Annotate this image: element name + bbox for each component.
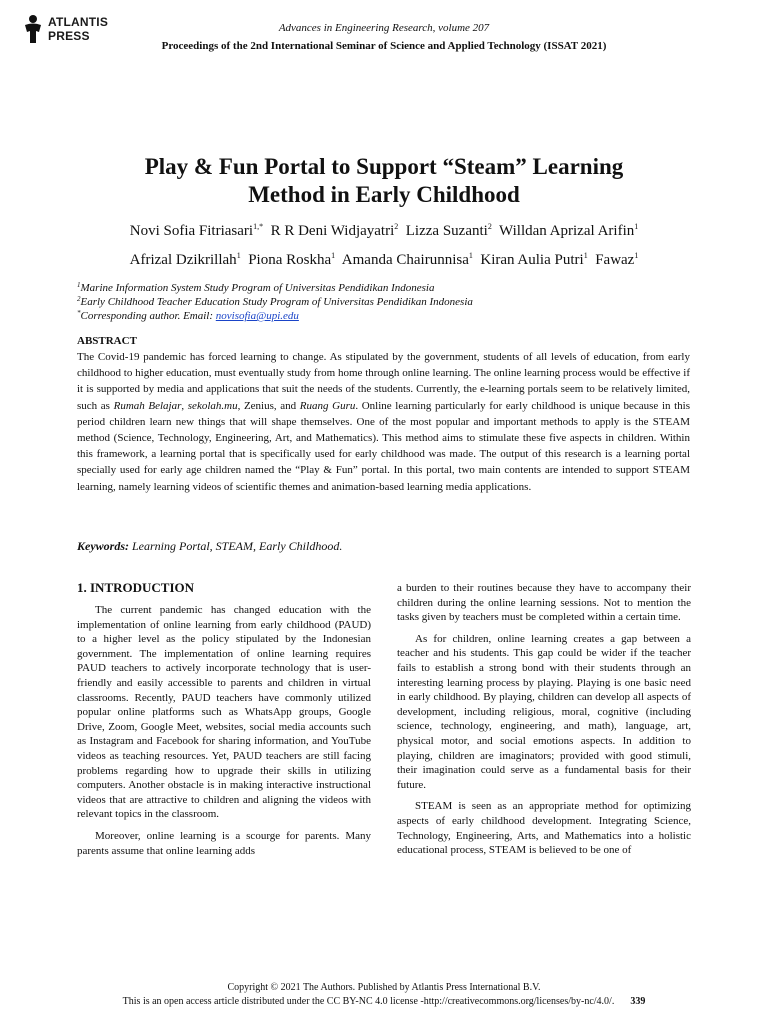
paragraph: Moreover, online learning is a scourge for parents. Many parents assume that online learning adds — [77, 829, 371, 857]
keywords-label: Keywords: — [77, 539, 129, 553]
authors-row-1 — [60, 218, 708, 240]
author: Lizza Suzanti$^2$ — [405, 222, 492, 239]
proceedings-header: Proceedings of the 2nd International Seminar of Science and Applied Technology (ISSAT 2021) — [161, 40, 607, 52]
paragraph: STEAM is seen as an appropriate method for optimizing aspects of early childhood development. Integrating Science, Technology, Engineering, Arts, and Mathematics into a holistic educational process, STEAM is believed to be one of — [397, 800, 691, 857]
publisher-name-line1: ATLANTIS — [48, 15, 109, 29]
affiliation-2: $^2$Early Childhood Teacher Education Study Program of Universitas Pendidikan Indonesia — [77, 295, 473, 308]
author: Amanda Chairunnisa$^1$ — [341, 251, 473, 268]
author: Piona Roskha$^1$ — [248, 251, 336, 268]
license-notice: This is an open access article distributed under the CC BY-NC 4.0 license -http://creativecommons.org/licenses/by-nc/4.0/. 339 — [122, 996, 646, 1007]
authors-row-2 — [60, 247, 708, 269]
right-column — [397, 581, 691, 865]
abstract-text: The Covid-19 pandemic has forced learning to change. As stipulated by the government, students of all levels of education, from early childhood to higher education, must eventually study from home through online learning. The online learning process would be effective if it is supported by media and applications that suit the needs of the students. Currently, the e-learning portals seem to be relatively limited, such as Rumah Belajar, sekolah.mu, Zenius, and Ruang Guru. Online learning particularly for early childhood is unique because in this period children learn new things that will shape themselves. One of the most popular and important methods to apply is the STEAM method (Science, Technology, Engineering, Art, and Mathematics). This method aims to stimulate these five aspects in children. Within this framework, a learning portal that is specifically used for early childhood was made. The output of this research is a learning portal specially used for early age children named the “Play & Fun” portal. In this portal, two main contents are intended to support STEAM learning, namely learning videos of scientific themes and animation-based learning media applications. — [77, 351, 691, 493]
copyright-notice: Copyright © 2021 The Authors. Published by Atlantis Press International B.V. — [227, 982, 541, 993]
author: Afrizal Dzikrillah$^1$ — [129, 251, 241, 268]
author: Kiran Aulia Putri$^1$ — [480, 251, 588, 268]
paper-title — [0, 153, 768, 209]
series-header: Advances in Engineering Research, volume 207 — [278, 22, 490, 34]
affiliation-1: $^1$Marine Information System Study Program of Universitas Pendidikan Indonesia — [77, 281, 435, 294]
title-line-1: Play & Fun Portal to Support “Steam” Learning — [144, 154, 624, 179]
page-number: 339 — [630, 996, 646, 1007]
keywords-value: Learning Portal, STEAM, Early Childhood. — [132, 539, 343, 553]
title-line-2: Method in Early Childhood — [248, 182, 520, 207]
paragraph: As for children, online learning creates a gap between a teacher and his students. This gap could be wider if the teacher fails to establish a strong bond with their students through an interesting learning process by playing. Playing is one basic need in early childhood. By playing, children can develop all aspects of development, including religious, moral, cognitive (including science, technology, engineering, and math), language, art, physical motor, and social emotions aspects. In addition to playing, children are imaginators; provided with good stimuli, their imagination could serve as a fundamental basis for their future. — [397, 632, 691, 791]
abstract-heading: ABSTRACT — [77, 335, 137, 347]
corresponding-author: *Corresponding author. Email: novisofia@upi.edu — [77, 309, 299, 322]
author: Novi Sofia Fitriasari$^{1,*}$ — [129, 222, 264, 239]
keywords — [77, 539, 342, 554]
author: Fawaz$^1$ — [595, 251, 639, 268]
email-link[interactable]: novisofia@upi.edu — [215, 310, 299, 322]
left-column — [77, 603, 371, 865]
paragraph: The current pandemic has changed education with the implementation of online learning from early childhood (PAUD) to a higher level as the policy stipulated by the Indonesian government. The implementation of online learning requires PAUD teachers to actively incorporate technology that is user-friendly and easily accessible to parents and children in virtual classrooms. Recently, PAUD teachers have commonly utilized popular online platforms such as WhatsApp groups, Google Drive, Zoom, Google Meet, websites, social media accounts such as Instagram and Facebook for sharing information, and YouTube videos as teaching resources. Yet, PAUD teachers are still facing problems regarding how to upgrade their skills in utilizing computers. Another obstacle is in making interactive instructional videos that are attractive to children and aligning the videos with relevant topics in the classroom. — [77, 604, 371, 821]
author: Willdan Aprizal Arifin$^1$ — [499, 222, 639, 239]
publisher-name-line2: PRESS — [48, 29, 90, 43]
section-heading-introduction: 1. INTRODUCTION — [77, 580, 195, 595]
author: R R Deni Widjayatri$^2$ — [270, 222, 399, 239]
paragraph: a burden to their routines because they have to accompany their children during the online learning sessions. Not to mention the tasks given by teachers must be completed within a certain time. — [397, 582, 691, 624]
